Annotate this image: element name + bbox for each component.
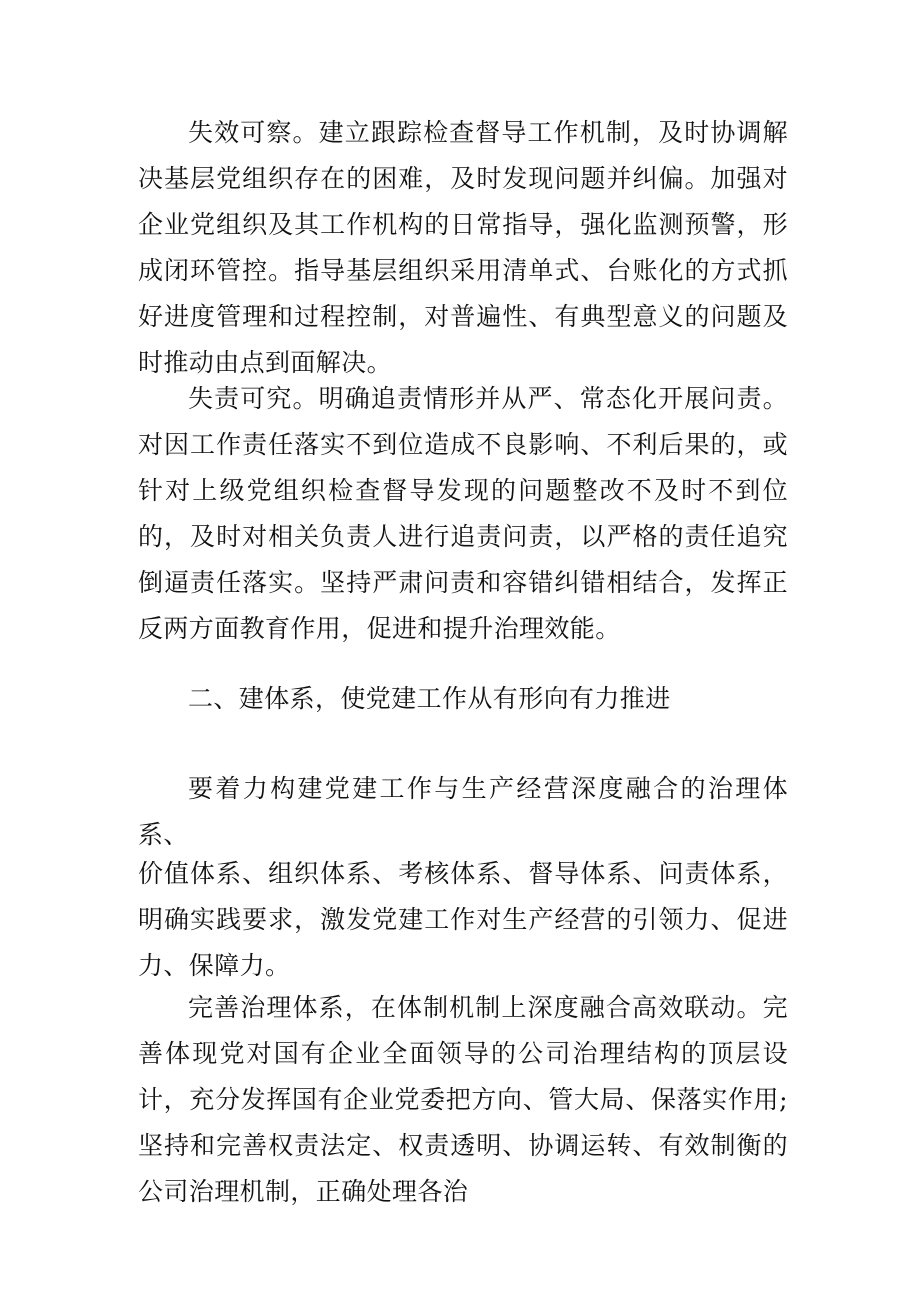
paragraph-governance-system: 完善治理体系，在体制机制上深度融合高效联动。完善体现党对国有企业全面领导的公司治理结构的顶层设计，充分发挥国有企业党委把方向、管大局、保落实作用;坚持和完善权责法定、权责透明、协调运转、有效制衡的公司治理机制，正确处理各治 (138, 993, 788, 1206)
section-heading-build-system: 二、建体系，使党建工作从有形向有力推进 (188, 684, 671, 713)
paragraph-system-list: 价值体系、组织体系、考核体系、督导体系、问责体系，明确实践要求，激发党建工作对生产经营的引领力、促进力、保障力。 (138, 859, 788, 980)
paragraph-accountability-investigation: 失责可究。明确追责情形并从严、常态化开展问责。对因工作责任落实不到位造成不良影响、不利后果的，或针对上级党组织检查督导发现的问题整改不及时不到位的，及时对相关负责人进行追责问责，以严格的责任追究倒逼责任落实。坚持严肃问责和容错纠错相结合，发挥正反两方面教育作用，促进和提升治理效能。 (138, 384, 788, 643)
paragraph-system-intro: 要着力构建党建工作与生产经营深度融合的治理体系、 (138, 774, 788, 849)
paragraph-accountability-oversight: 失效可察。建立跟踪检查督导工作机制，及时协调解决基层党组织存在的困难，及时发现问题并纠偏。加强对企业党组织及其工作机构的日常指导，强化监测预警，形成闭环管控。指导基层组织采用清单式、台账化的方式抓好进度管理和过程控制，对普遍性、有典型意义的问题及时推动由点到面解决。 (138, 118, 788, 377)
